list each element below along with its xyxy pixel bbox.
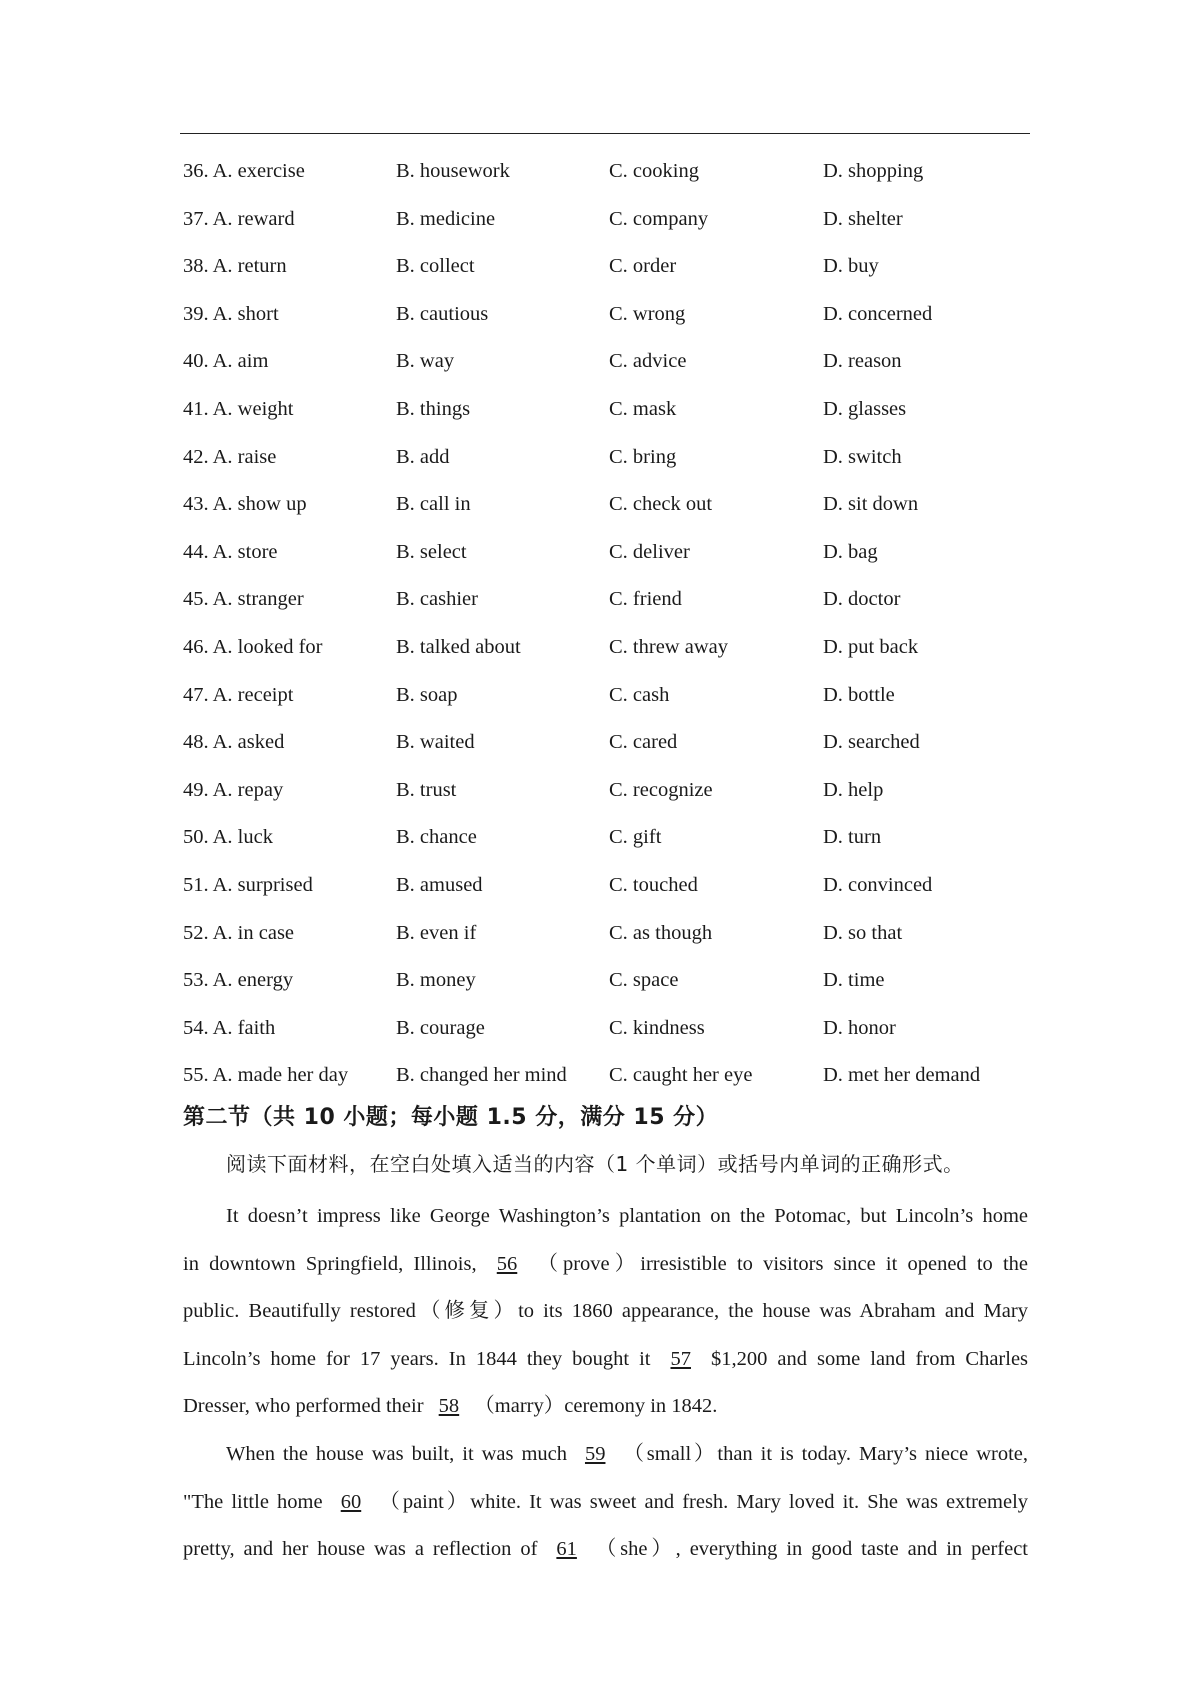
option-c: C. caught her eye	[609, 1064, 753, 1087]
option-row	[183, 1005, 1063, 1053]
option-a: 49. A. repay	[183, 778, 284, 801]
option-b: B. cautious	[396, 302, 489, 325]
option-b: B. soap	[396, 683, 458, 706]
passage-line: It doesn’t impress like George Washington’s plantation on the Potomac, but Lincoln’s home	[226, 1205, 1028, 1227]
passage-line: public. Beautifully restored（修复）to its 1860 appearance, the house was Abraham and Mary	[183, 1300, 1028, 1323]
option-row	[183, 672, 1063, 720]
option-d: D. turn	[823, 826, 882, 849]
passage-line: pretty, and her house was a reflection of 61 （she）, everything in good taste and in perfect	[183, 1526, 1028, 1574]
option-c: C. check out	[609, 493, 713, 516]
option-a: 54. A. faith	[183, 1016, 276, 1039]
option-b: B. money	[396, 969, 476, 992]
option-row	[183, 386, 1063, 434]
option-c: C. mask	[609, 397, 677, 420]
option-a: 36. A. exercise	[183, 160, 305, 182]
section-instruction: 阅读下面材料，在空白处填入适当的内容（1 个单词）或括号内单词的正确形式。	[226, 1152, 964, 1176]
option-b: B. select	[396, 540, 467, 563]
option-a: 40. A. aim	[183, 350, 269, 373]
option-row	[183, 243, 1063, 291]
option-c: C. recognize	[609, 778, 713, 801]
option-row	[183, 338, 1063, 386]
option-d: D. bottle	[823, 683, 895, 706]
option-d: D. concerned	[823, 302, 933, 325]
option-a: 43. A. show up	[183, 493, 307, 516]
passage-line: Dresser, who performed their 58 （marry）ceremony in 1842.	[183, 1383, 1028, 1431]
option-row	[183, 148, 1063, 196]
blank-57: 57	[670, 1347, 691, 1370]
passage-paragraph-2	[183, 1431, 1028, 1574]
option-row	[183, 481, 1063, 529]
option-a: 50. A. luck	[183, 826, 273, 849]
option-a: 52. A. in case	[183, 921, 295, 944]
option-a: 44. A. store	[183, 540, 278, 563]
option-c: C. gift	[609, 826, 662, 849]
option-d: D. put back	[823, 635, 919, 658]
blank-60: 60	[340, 1490, 362, 1513]
option-a: 45. A. stranger	[183, 588, 304, 611]
option-row	[183, 1052, 1063, 1100]
option-a: 46. A. looked for	[183, 635, 323, 658]
cloze-options	[183, 148, 1063, 1100]
option-row	[183, 767, 1063, 815]
passage-paragraph-1	[183, 1193, 1028, 1431]
option-b: B. way	[396, 350, 455, 373]
passage-line: Lincoln’s home for 17 years. In 1844 they bought it 57 $1,200 and some land from Charles	[183, 1336, 1028, 1384]
option-row	[183, 910, 1063, 958]
passage-line: When the house was built, it was much 59 （small）than it is today. Mary’s niece wrote,	[183, 1431, 1028, 1479]
option-row	[183, 862, 1063, 910]
option-row	[183, 291, 1063, 339]
option-b: B. cashier	[396, 588, 478, 611]
option-a: 51. A. surprised	[183, 873, 313, 896]
option-row	[183, 624, 1063, 672]
option-c: C. threw away	[609, 635, 728, 658]
option-row	[183, 196, 1063, 244]
option-d: D. met her demand	[823, 1064, 981, 1087]
option-row	[183, 434, 1063, 482]
option-c: C. cared	[609, 731, 678, 754]
option-a: 55. A. made her day	[183, 1064, 349, 1087]
option-d: D. searched	[823, 731, 920, 754]
blank-56: 56	[496, 1252, 518, 1275]
option-d: D. honor	[823, 1016, 896, 1039]
option-c: C. touched	[609, 873, 698, 896]
option-c: C. bring	[609, 445, 677, 468]
option-c: C. company	[609, 207, 709, 230]
option-c: C. friend	[609, 588, 682, 611]
passage-line: "The little home 60 （paint）white. It was sweet and fresh. Mary loved it. She was extremely	[183, 1479, 1028, 1527]
option-b: B. changed her mind	[396, 1064, 567, 1087]
option-a: 42. A. raise	[183, 445, 277, 468]
option-c: C. kindness	[609, 1016, 705, 1039]
option-b: B. add	[396, 445, 450, 468]
option-d: D. shopping	[823, 160, 924, 182]
option-a: 53. A. energy	[183, 969, 294, 992]
option-c: C. cash	[609, 683, 670, 706]
option-d: D. doctor	[823, 588, 901, 611]
option-b: B. trust	[396, 778, 457, 801]
option-d: D. bag	[823, 540, 878, 563]
option-row	[183, 957, 1063, 1005]
option-b: B. collect	[396, 255, 475, 278]
option-c: C. wrong	[609, 302, 686, 325]
header-rule	[180, 133, 1030, 134]
option-b: B. medicine	[396, 207, 496, 230]
option-b: B. even if	[396, 921, 477, 944]
option-b: B. chance	[396, 826, 477, 849]
option-d: D. switch	[823, 445, 902, 468]
option-d: D. reason	[823, 350, 902, 373]
option-c: C. order	[609, 255, 677, 278]
option-d: D. convinced	[823, 873, 933, 896]
option-c: C. advice	[609, 350, 687, 373]
option-d: D. shelter	[823, 207, 903, 230]
option-a: 47. A. receipt	[183, 683, 294, 706]
option-a: 41. A. weight	[183, 397, 294, 420]
option-row	[183, 814, 1063, 862]
option-a: 37. A. reward	[183, 207, 295, 230]
option-b: B. amused	[396, 873, 483, 896]
option-b: B. talked about	[396, 635, 521, 658]
option-c: C. as though	[609, 921, 713, 944]
option-b: B. housework	[396, 160, 510, 182]
option-c: C. cooking	[609, 160, 699, 182]
section-title: 第二节（共 10 小题；每小题 1.5 分，满分 15 分）	[183, 1105, 719, 1130]
option-b: B. courage	[396, 1016, 485, 1039]
option-a: 48. A. asked	[183, 731, 285, 754]
option-d: D. time	[823, 969, 885, 992]
option-row	[183, 719, 1063, 767]
option-a: 39. A. short	[183, 302, 279, 325]
option-d: D. buy	[823, 255, 879, 278]
option-row	[183, 576, 1063, 624]
option-b: B. things	[396, 397, 471, 420]
option-a: 38. A. return	[183, 255, 287, 278]
blank-58: 58	[438, 1395, 460, 1418]
option-d: D. help	[823, 778, 884, 801]
option-row	[183, 529, 1063, 577]
option-c: C. deliver	[609, 540, 690, 563]
option-b: B. waited	[396, 731, 475, 754]
option-c: C. space	[609, 969, 679, 992]
passage-line: in downtown Springfield, Illinois, 56 （prove）irresistible to visitors since it opened to the	[183, 1241, 1028, 1289]
option-d: D. sit down	[823, 493, 919, 516]
blank-61: 61	[556, 1538, 577, 1561]
blank-59: 59	[584, 1443, 606, 1465]
option-d: D. so that	[823, 921, 903, 944]
option-d: D. glasses	[823, 397, 907, 420]
option-b: B. call in	[396, 493, 471, 516]
